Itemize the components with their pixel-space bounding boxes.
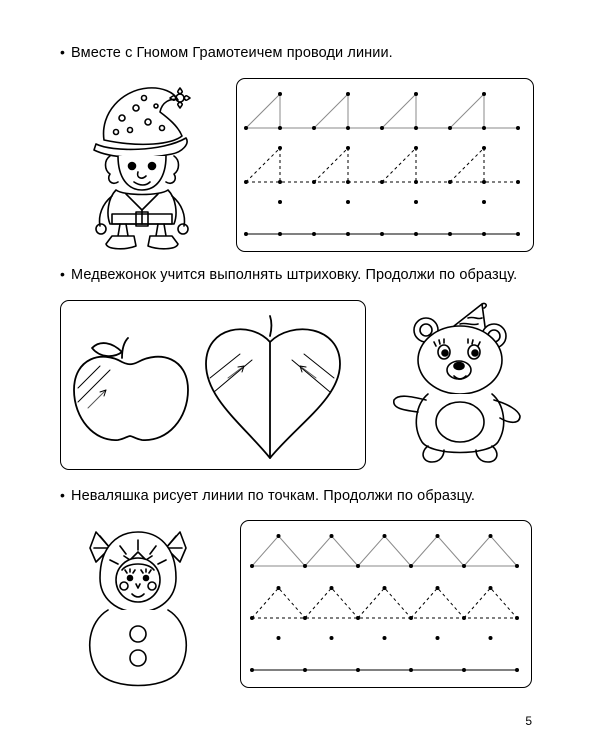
- tracing-dot: [380, 232, 384, 236]
- tracing-dot: [346, 200, 350, 204]
- tracing-slope: [450, 148, 484, 182]
- tracing-slope: [450, 94, 484, 128]
- tracing-dot: [278, 92, 282, 96]
- tracing-slope: [246, 148, 280, 182]
- tracing-dot: [482, 180, 486, 184]
- tracing-dot: [303, 668, 307, 672]
- tracing-dot: [346, 232, 350, 236]
- tracing-dot: [303, 564, 307, 568]
- task-1-text: Вместе с Гномом Грамотеичем проводи линии.: [71, 45, 393, 61]
- tracing-dot: [448, 180, 452, 184]
- task-3-instruction: [60, 487, 475, 504]
- tracing-triangle: [252, 588, 305, 618]
- tracing-dot: [356, 616, 360, 620]
- tracing-slope: [246, 94, 280, 128]
- tracing-dot: [462, 668, 466, 672]
- apple-outline: [66, 318, 196, 448]
- tracing-grid-1: [236, 78, 532, 250]
- tracing-dot: [278, 126, 282, 130]
- page-number: 5: [525, 714, 532, 728]
- tracing-dot: [414, 92, 418, 96]
- task-2-text: Медвежонок учится выполнять штриховку. Продолжи по образцу.: [71, 267, 518, 283]
- tracing-dot: [250, 616, 254, 620]
- tracing-dot: [414, 232, 418, 236]
- tracing-dot: [409, 564, 413, 568]
- tracing-dot: [516, 232, 520, 236]
- tracing-dot: [277, 636, 281, 640]
- tracing-triangle: [411, 536, 464, 566]
- bullet: •: [60, 44, 66, 60]
- tracing-dot: [482, 146, 486, 150]
- tracing-dot: [489, 534, 493, 538]
- tracing-slope: [314, 94, 348, 128]
- tracing-slope: [314, 148, 348, 182]
- tracing-triangle: [464, 588, 517, 618]
- tracing-dot: [277, 586, 281, 590]
- tracing-triangle: [358, 536, 411, 566]
- tracing-dot: [482, 92, 486, 96]
- tracing-dot: [278, 200, 282, 204]
- tracing-dot: [346, 180, 350, 184]
- tracing-dot: [515, 668, 519, 672]
- tracing-dot: [312, 126, 316, 130]
- tracing-dot: [516, 180, 520, 184]
- tracing-dot: [244, 180, 248, 184]
- tracing-dot: [277, 534, 281, 538]
- tracing-triangle: [464, 536, 517, 566]
- tracing-dot: [250, 668, 254, 672]
- tracing-dot: [312, 180, 316, 184]
- tracing-dot: [462, 564, 466, 568]
- tracing-dot: [515, 616, 519, 620]
- tracing-dot: [414, 146, 418, 150]
- tracing-dot: [414, 180, 418, 184]
- tracing-dot: [436, 534, 440, 538]
- tracing-dot: [330, 636, 334, 640]
- bullet: •: [60, 487, 66, 503]
- tracing-dot: [436, 586, 440, 590]
- tracing-dot: [312, 232, 316, 236]
- tracing-triangle: [305, 536, 358, 566]
- bear-cub-illustration: [388, 296, 528, 471]
- tracing-dot: [448, 126, 452, 130]
- tracing-dot: [482, 232, 486, 236]
- tracing-dot: [278, 232, 282, 236]
- tracing-dot: [244, 232, 248, 236]
- tracing-dot: [330, 534, 334, 538]
- tracing-dot: [409, 616, 413, 620]
- tracing-dot: [303, 616, 307, 620]
- tracing-dot: [356, 668, 360, 672]
- tracing-dot: [380, 180, 384, 184]
- tracing-dot: [489, 636, 493, 640]
- tracing-dot: [380, 126, 384, 130]
- tracing-dot: [414, 200, 418, 204]
- tracing-grid-2: [240, 520, 530, 686]
- tracing-dot: [278, 146, 282, 150]
- tracing-dot: [462, 616, 466, 620]
- tracing-dot: [448, 232, 452, 236]
- tracing-slope: [382, 94, 416, 128]
- tracing-dot: [482, 200, 486, 204]
- tracing-dot: [346, 126, 350, 130]
- tracing-dot: [409, 668, 413, 672]
- task-1-instruction: [60, 44, 393, 61]
- tracing-dot: [516, 126, 520, 130]
- tracing-dot: [346, 146, 350, 150]
- tracing-slope: [382, 148, 416, 182]
- tracing-dot: [278, 180, 282, 184]
- leaf-outline: [200, 306, 350, 466]
- tracing-dot: [383, 586, 387, 590]
- tracing-dot: [436, 636, 440, 640]
- tracing-triangle: [305, 588, 358, 618]
- tracing-triangle: [252, 536, 305, 566]
- gnome-illustration: [82, 78, 202, 253]
- tracing-dot: [482, 126, 486, 130]
- task-2-instruction: [60, 266, 517, 283]
- tracing-dot: [250, 564, 254, 568]
- bullet: •: [60, 266, 66, 282]
- tracing-dot: [489, 586, 493, 590]
- roly-poly-doll-illustration: [80, 518, 200, 698]
- tracing-dot: [356, 564, 360, 568]
- tracing-dot: [515, 564, 519, 568]
- tracing-dot: [244, 126, 248, 130]
- task-3-text: Неваляшка рисует линии по точкам. Продолжи по образцу.: [71, 488, 476, 504]
- tracing-dot: [346, 92, 350, 96]
- tracing-dot: [383, 636, 387, 640]
- tracing-dot: [414, 126, 418, 130]
- tracing-dot: [383, 534, 387, 538]
- tracing-dot: [330, 586, 334, 590]
- tracing-triangle: [358, 588, 411, 618]
- tracing-triangle: [411, 588, 464, 618]
